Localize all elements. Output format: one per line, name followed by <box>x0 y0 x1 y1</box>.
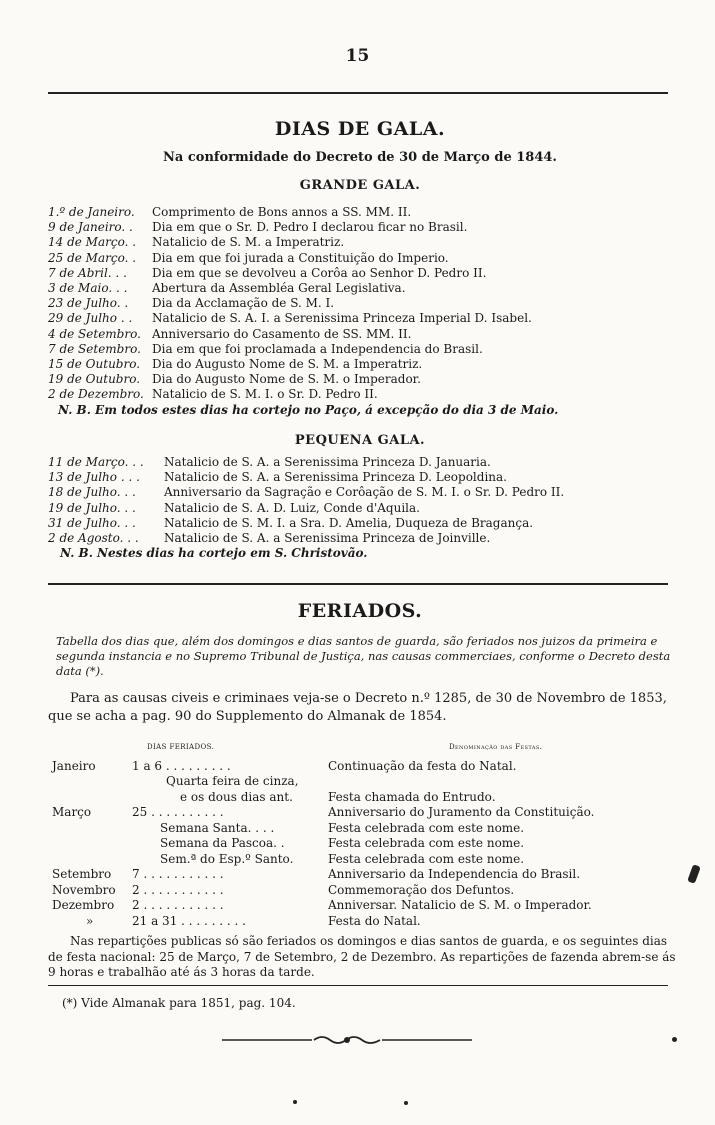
footnote-rule <box>48 985 668 986</box>
col-days-header: DIAS FERIADOS. <box>147 743 215 751</box>
dias-de-gala-title-wrap <box>40 118 680 140</box>
table-row: Semana da Pascoa. . Festa celebrada com este nome. <box>160 836 525 850</box>
list-item: 19 de Julho. . . Natalicio de S. A. D. Luiz, Conde d'Aquila. <box>48 500 420 515</box>
col-names-header: Denominação das Festas. <box>449 743 543 751</box>
footnote: (*) Vide Almanak para 1851, pag. 104. <box>62 996 296 1010</box>
list-item: 7 de Abril. . . Dia em que se devolveu a Corôa ao Senhor D. Pedro II. <box>48 265 487 280</box>
list-item: 3 de Maio. . . Abertura da Assembléa Geral Legislativa. <box>48 281 406 296</box>
list-item: 31 de Julho. . . Natalicio de S. M. I. a Sra. D. Amelia, Duqueza de Bragança. <box>48 515 534 530</box>
list-item: 2 de Dezembro. Natalicio de S. M. I. o Sr. D. Pedro II. <box>48 387 378 402</box>
list-item: 23 de Julho. . Dia da Acclamação de S. M. I. <box>48 296 335 311</box>
list-item: 29 de Julho . . Natalicio de S. A. I. a Serenissima Princeza Imperial D. Isabel. <box>48 311 532 326</box>
grande-gala-heading: GRANDE GALA. <box>299 178 421 193</box>
ink-blot-mark <box>687 864 701 884</box>
repartições-note: Nas repartições publicas só são feriados os domingos e dias santos de guarda, e os seguintes dias de festa nacional: 25 de Março, 7 de Setembro, 2 de Dezembro. As repartições de fazenda abrem-se ás 9 horas e trabalhão até ás 3 horas da tarde. <box>48 934 676 979</box>
table-row: Março 25 . . . . . . . . . . Anniversario do Juramento da Constituição. <box>52 805 595 819</box>
list-item: 15 de Outubro. Dia do Augusto Nome de S. M. a Imperatriz. <box>48 357 423 372</box>
table-row: Janeiro 1 a 6 . . . . . . . . . Continuação da festa do Natal. <box>52 758 517 773</box>
ornament-divider-icon <box>222 1034 472 1046</box>
table-row: Dezembro 2 . . . . . . . . . . . Anniversar. Natalicio de S. M. o Imperador. <box>52 898 592 912</box>
list-item: 25 de Março. . Dia em que foi jurada a Constituição do Imperio. <box>48 250 449 265</box>
middle-rule <box>48 583 668 585</box>
feriados-table <box>52 740 680 929</box>
table-row: Semana Santa. . . . Festa celebrada com este nome. <box>160 820 525 835</box>
feriados-intro: Tabella dos dias que, além dos domingos e dias santos de guarda, são feriados nos juizos da primeira e segunda instancia e no Supremo Tribunal de Justiça, nas causas commerciaes, conforme o Decreto desta data (*). <box>56 634 671 678</box>
speck-mark <box>404 1101 408 1105</box>
feriados-paragraph: Para as causas civeis e criminaes veja-se o Decreto n.º 1285, de 30 de Novembro de 1853, que se acha a pag. 90 do Supplemento do Almanak de 1854. <box>48 691 667 724</box>
list-item: 11 de Março. . . Natalicio de S. A. a Serenissima Princeza D. Januaria. <box>48 455 491 469</box>
pequena-gala-list <box>48 455 678 561</box>
table-row: e os dous dias ant. Festa chamada do Entrudo. <box>180 789 496 804</box>
table-row: Sem.ª do Esp.º Santo. Festa celebrada com este nome. <box>160 851 525 866</box>
table-row: Novembro 2 . . . . . . . . . . . Commemoração dos Defuntos. <box>52 882 515 897</box>
page-number: 15 <box>345 46 370 66</box>
pequena-gala-note: N. B. Nestes dias ha cortejo em S. Christovão. <box>60 546 368 561</box>
feriados-title: FERIADOS. <box>297 600 423 622</box>
list-item: 2 de Agosto. . . Natalicio de S. A. a Serenissima Princeza de Joinville. <box>48 531 491 546</box>
list-item: 1.º de Janeiro. Comprimento de Bons annos a SS. MM. II. <box>48 205 412 219</box>
decree-subtitle: Na conformidade do Decreto de 30 de Março de 1844. <box>163 150 557 165</box>
speck-mark <box>672 1037 677 1042</box>
table-row: Setembro 7 . . . . . . . . . . . Anniversario da Independencia do Brasil. <box>52 867 581 881</box>
speck-mark <box>293 1100 297 1104</box>
feriados-title-wrap <box>40 600 680 622</box>
list-item: 4 de Setembro. Anniversario do Casamento de SS. MM. II. <box>48 326 412 341</box>
list-item: 14 de Março. . Natalicio de S. M. a Imperatriz. <box>48 235 345 250</box>
list-item: 19 de Outubro. Dia do Augusto Nome de S. M. o Imperador. <box>48 372 421 387</box>
feriados-table-header <box>52 740 680 756</box>
dias-de-gala-title: DIAS DE GALA. <box>274 118 446 140</box>
grande-gala-list <box>48 205 678 418</box>
table-row: Quarta feira de cinza, <box>166 774 299 788</box>
top-rule <box>48 92 668 94</box>
list-item: 9 de Janeiro. . Dia em que o Sr. D. Pedro I declarou ficar no Brasil. <box>48 220 468 235</box>
list-item: 18 de Julho. . . Anniversario da Sagração e Corôação de S. M. I. o Sr. D. Pedro II. <box>48 485 565 500</box>
pequena-gala-heading: PEQUENA GALA. <box>294 433 426 448</box>
list-item: 13 de Julho . . . Natalicio de S. A. a Serenissima Princeza D. Leopoldina. <box>48 470 507 485</box>
list-item: 7 de Setembro. Dia em que foi proclamada a Independencia do Brasil. <box>48 341 483 356</box>
grande-gala-note: N. B. Em todos estes dias ha cortejo no Paço, á excepção do dia 3 de Maio. <box>58 402 559 417</box>
table-row: » 21 a 31 . . . . . . . . . Festa do Natal. <box>86 913 421 928</box>
